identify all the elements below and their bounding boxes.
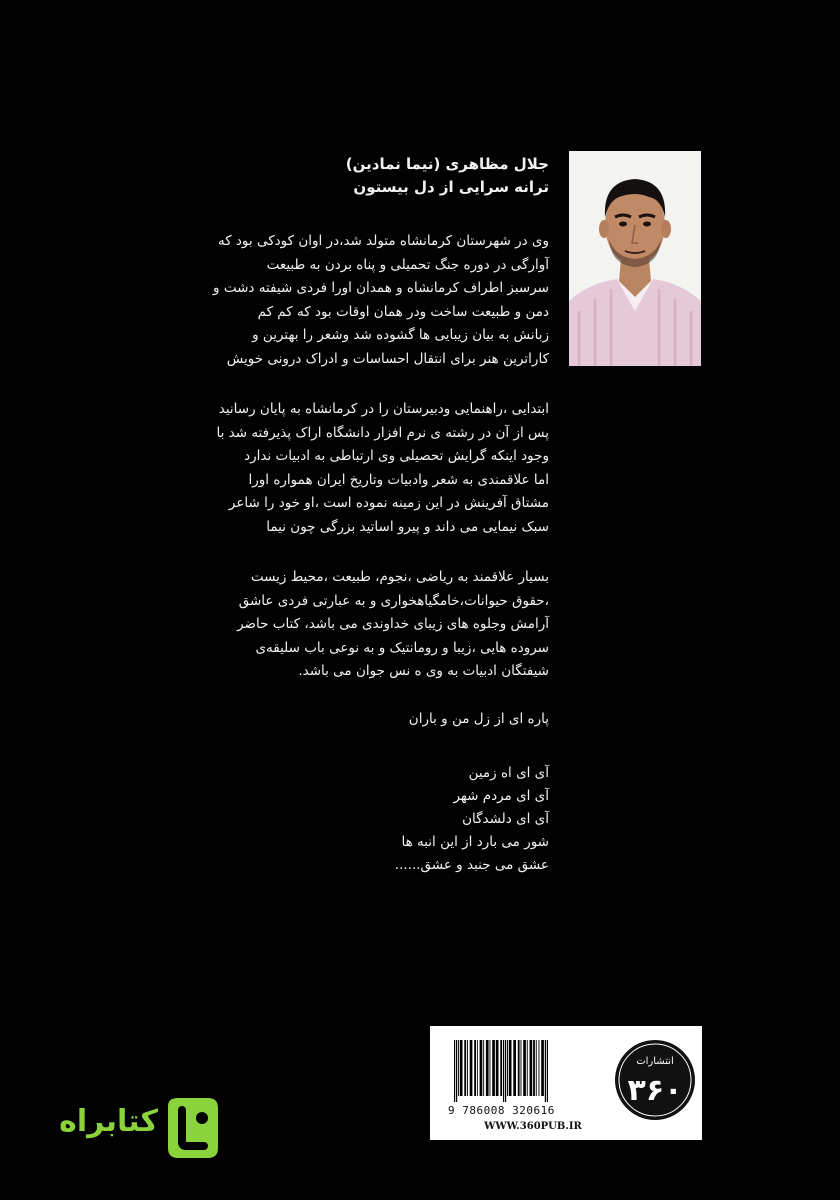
bio-paragraph-1 — [49, 230, 549, 372]
barcode-bar — [477, 1040, 478, 1096]
barcode-bar — [483, 1040, 484, 1096]
bio-line: پس از آن در رشته ی نرم افزار دانشگاه اراک پذیرفته شد با — [216, 424, 549, 441]
barcode-bar — [458, 1040, 459, 1096]
barcode-bar — [536, 1040, 537, 1096]
barcode-guard-bar — [547, 1040, 548, 1102]
barcode-guard-bar — [454, 1040, 455, 1102]
barcode-bar — [530, 1040, 533, 1096]
barcode-bar — [490, 1040, 491, 1096]
bio-line: بسیار علاقمند به ریاضی ،نجوم، طبیعت ،محیط زیست — [250, 569, 549, 585]
store-logo — [40, 1096, 220, 1160]
bio-line: سبک نیمایی می داند و پیرو اساتید بزرگی چون نیما — [266, 518, 549, 535]
barcode-bar — [496, 1040, 499, 1096]
book-title: ترانه سرایی از دل بیستون — [353, 178, 549, 196]
excerpt-title: پاره ای از زل من و باران — [408, 711, 549, 727]
bio-line: زبانش به بیان زیبایی ها گشوده شد وشعر را بهترین و — [252, 327, 549, 344]
publisher-label: انتشارات — [636, 1056, 674, 1067]
barcode-guard-bar — [456, 1040, 457, 1102]
author-heading — [89, 153, 549, 199]
barcode-bar — [474, 1040, 476, 1096]
barcode-bar — [500, 1040, 502, 1096]
barcode-bar — [527, 1040, 528, 1096]
barcode-bar — [533, 1040, 535, 1096]
bio-line: شیفتگان ادبیات به وی ه نس جوان می باشد. — [298, 663, 549, 680]
barcode-bar — [541, 1040, 544, 1096]
barcode-bar — [480, 1040, 483, 1096]
bio-paragraph-3 — [49, 566, 549, 684]
barcode-bar — [467, 1040, 468, 1096]
bio-line: آرامش وجلوه های زیبای خداوندی می باشد، کتاب حاضر — [237, 616, 549, 633]
bio-line: ابتدایی ،راهنمایی ودبیرستان را در کرمانشاه به پایان رسانید — [218, 401, 549, 417]
barcode-bar — [539, 1040, 540, 1096]
barcode-bar — [513, 1040, 516, 1096]
bio-line: وجود اینکه گرایش تحصیلی وی ارتباطی به ادبیات ندارد — [244, 448, 549, 465]
store-logo-text: کتابراه — [59, 1104, 158, 1139]
barcode-bar — [509, 1040, 512, 1096]
bio-line: اما علاقمندی به شعر وادبیات وتاریخ ایران همواره اورا — [248, 471, 549, 488]
isbn-box — [430, 1026, 702, 1140]
barcode-guard-bar — [503, 1040, 504, 1102]
barcode-bar — [523, 1040, 526, 1096]
poem-line: آی ای مردم شهر — [453, 788, 549, 804]
barcode-bar — [492, 1040, 495, 1096]
bio-line: سروده هایی ،زیبا و رومانتیک و به نوعی باب سلیقه‌ی — [255, 639, 549, 656]
isbn-number: 9 786008 320616 — [448, 1104, 555, 1117]
poem-line: شور می بارد از این انبه ها — [401, 834, 549, 850]
barcode-bar — [518, 1040, 520, 1096]
barcode-guard-bar — [545, 1040, 546, 1102]
author-name: جلال مظاهری (نیما نمادین) — [345, 155, 549, 173]
barcode-bar — [464, 1040, 466, 1096]
bio-line: مشتاق آفرینش در این زمینه نموده است ،او خود را شاعر — [228, 495, 549, 512]
poem-line: آی ای اه زمین — [468, 765, 549, 781]
poem-line: عشق می جنبد و عشق...... — [394, 857, 549, 873]
barcode-bar — [486, 1040, 489, 1096]
barcode — [452, 1040, 610, 1102]
bio-paragraph-2 — [49, 398, 549, 540]
poem-line: آی ای دلشدگان — [462, 811, 549, 827]
poem-excerpt — [395, 762, 549, 877]
book-mark-icon — [164, 1096, 220, 1160]
barcode-bar — [507, 1040, 508, 1096]
publisher-number: ۳۶۰ — [627, 1073, 683, 1108]
bio-line: سرسبز اطراف کرمانشاه و همدان اورا فردی شیفته دشت و — [213, 280, 549, 297]
bio-line: کاراترین هنر برای انتقال احساسات و ادراک درونی خویش — [226, 350, 549, 367]
bio-line: آوارگی در دوره جنگ تحمیلی و پناه بردن به طبیعت — [266, 256, 549, 273]
author-photo — [569, 151, 701, 366]
bio-line: ،حقوق حیوانات،خامگیاهخواری و به عبارتی فردی عاشق — [238, 592, 549, 609]
bio-line: دمن و طبیعت ساخت ودر همان اوقات بود که کم کم — [257, 303, 549, 320]
barcode-bar — [521, 1040, 522, 1096]
barcode-guard-bar — [505, 1040, 506, 1102]
barcode-bar — [460, 1040, 463, 1096]
publisher-url: WWW.360PUB.IR — [484, 1121, 582, 1132]
bio-line: وی در شهرستان کرمانشاه متولد شد،در اوان کودکی بود که — [217, 233, 549, 249]
publisher-logo — [612, 1034, 698, 1130]
barcode-bar — [470, 1040, 473, 1096]
